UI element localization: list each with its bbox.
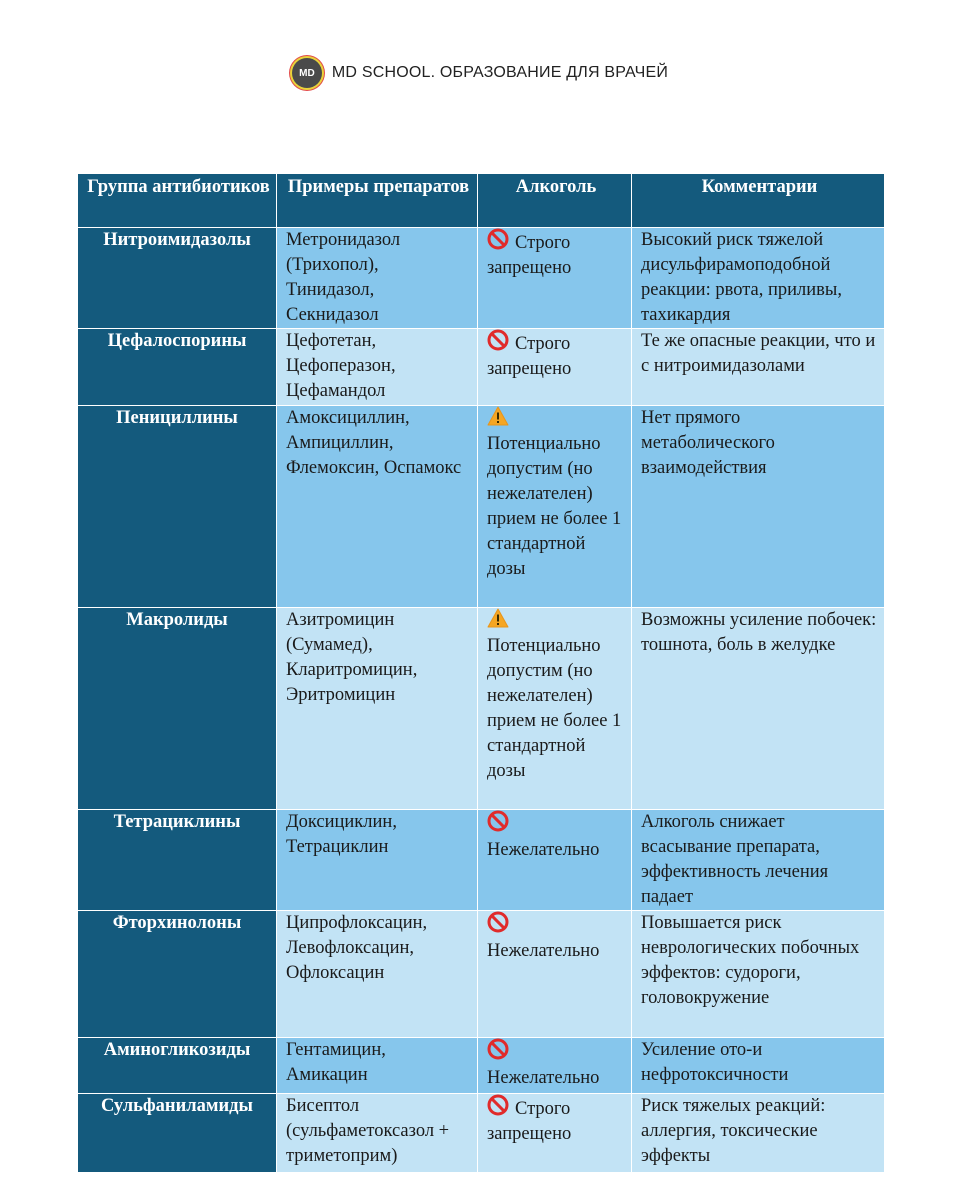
table-row	[78, 1094, 885, 1173]
alcohol-status-text: Потенциально допустим (но нежелателен) прием не более 1 стандартной дозы	[487, 434, 622, 579]
alcohol-cell	[478, 810, 632, 911]
table-row	[78, 608, 885, 810]
table-row	[78, 228, 885, 329]
column-header-drugs: Примеры препаратов	[277, 174, 478, 228]
prohibited-icon	[487, 228, 509, 256]
antibiotic-group-cell: Фторхинолоны	[78, 911, 277, 1038]
alcohol-status-text: Потенциально допустим (но нежелателен) прием не более 1 стандартной дозы	[487, 636, 622, 781]
antibiotic-group-cell: Сульфаниламиды	[78, 1094, 277, 1173]
alcohol-status-text: Строго запрещено	[487, 334, 572, 379]
comment-cell: Повышается риск неврологических побочных эффектов: судороги, головокружение	[632, 911, 885, 1038]
table-row	[78, 329, 885, 406]
comment-cell: Риск тяжелых реакций: аллергия, токсические эффекты	[632, 1094, 885, 1173]
warning-icon	[487, 406, 509, 432]
comment-cell: Алкоголь снижает всасывание препарата, эффективность лечения падает	[632, 810, 885, 911]
antibiotic-group-cell: Тетрациклины	[78, 810, 277, 911]
alcohol-cell	[478, 608, 632, 810]
comment-cell: Высокий риск тяжелой дисульфирамоподобной реакции: рвота, приливы, тахикардия	[632, 228, 885, 329]
table-header-row	[78, 174, 885, 228]
alcohol-status-text: Нежелательно	[487, 840, 600, 860]
column-header-comments: Комментарии	[632, 174, 885, 228]
antibiotic-group-cell: Макролиды	[78, 608, 277, 810]
antibiotics-alcohol-table	[77, 173, 885, 1173]
page-header	[0, 58, 960, 88]
drug-examples-cell: Амоксициллин, Ампициллин, Флемоксин, Оспамокс	[277, 406, 478, 608]
comment-cell: Те же опасные реакции, что и с нитроимидазолами	[632, 329, 885, 406]
alcohol-cell	[478, 1094, 632, 1173]
prohibited-icon	[487, 810, 509, 838]
alcohol-cell	[478, 911, 632, 1038]
drug-examples-cell: Метронидазол (Трихопол), Тинидазол, Секнидазол	[277, 228, 478, 329]
prohibited-icon	[487, 329, 509, 357]
table-row	[78, 406, 885, 608]
alcohol-status-text: Строго запрещено	[487, 233, 572, 278]
comment-cell: Усиление ото-и нефротоксичности	[632, 1038, 885, 1094]
prohibited-icon	[487, 1094, 509, 1122]
drug-examples-cell: Бисептол (сульфаметоксазол + триметоприм)	[277, 1094, 478, 1173]
table-row	[78, 810, 885, 911]
prohibited-icon	[487, 1038, 509, 1066]
comment-cell: Нет прямого метаболического взаимодействия	[632, 406, 885, 608]
table-row	[78, 911, 885, 1038]
table-row	[78, 1038, 885, 1094]
alcohol-cell	[478, 1038, 632, 1094]
antibiotic-group-cell: Пенициллины	[78, 406, 277, 608]
prohibited-icon	[487, 911, 509, 939]
drug-examples-cell: Доксициклин, Тетрациклин	[277, 810, 478, 911]
md-school-logo: MD	[292, 58, 322, 88]
alcohol-cell	[478, 406, 632, 608]
comment-cell: Возможны усиление побочек: тошнота, боль в желудке	[632, 608, 885, 810]
drug-examples-cell: Ципрофлоксацин, Левофлоксацин, Офлоксацин	[277, 911, 478, 1038]
antibiotic-group-cell: Аминогликозиды	[78, 1038, 277, 1094]
antibiotic-group-cell: Нитроимидазолы	[78, 228, 277, 329]
antibiotic-group-cell: Цефалоспорины	[78, 329, 277, 406]
alcohol-status-text: Нежелательно	[487, 941, 600, 961]
drug-examples-cell: Гентамицин, Амикацин	[277, 1038, 478, 1094]
alcohol-status-text: Нежелательно	[487, 1068, 600, 1088]
drug-examples-cell: Цефотетан, Цефоперазон, Цефамандол	[277, 329, 478, 406]
alcohol-status-text: Строго запрещено	[487, 1099, 572, 1144]
alcohol-cell	[478, 228, 632, 329]
column-header-group: Группа антибиотиков	[78, 174, 277, 228]
drug-examples-cell: Азитромицин (Сумамед), Кларитромицин, Эритромицин	[277, 608, 478, 810]
alcohol-cell	[478, 329, 632, 406]
warning-icon	[487, 608, 509, 634]
header-title: MD SCHOOL. ОБРАЗОВАНИЕ ДЛЯ ВРАЧЕЙ	[331, 64, 669, 81]
column-header-alcohol: Алкоголь	[478, 174, 632, 228]
